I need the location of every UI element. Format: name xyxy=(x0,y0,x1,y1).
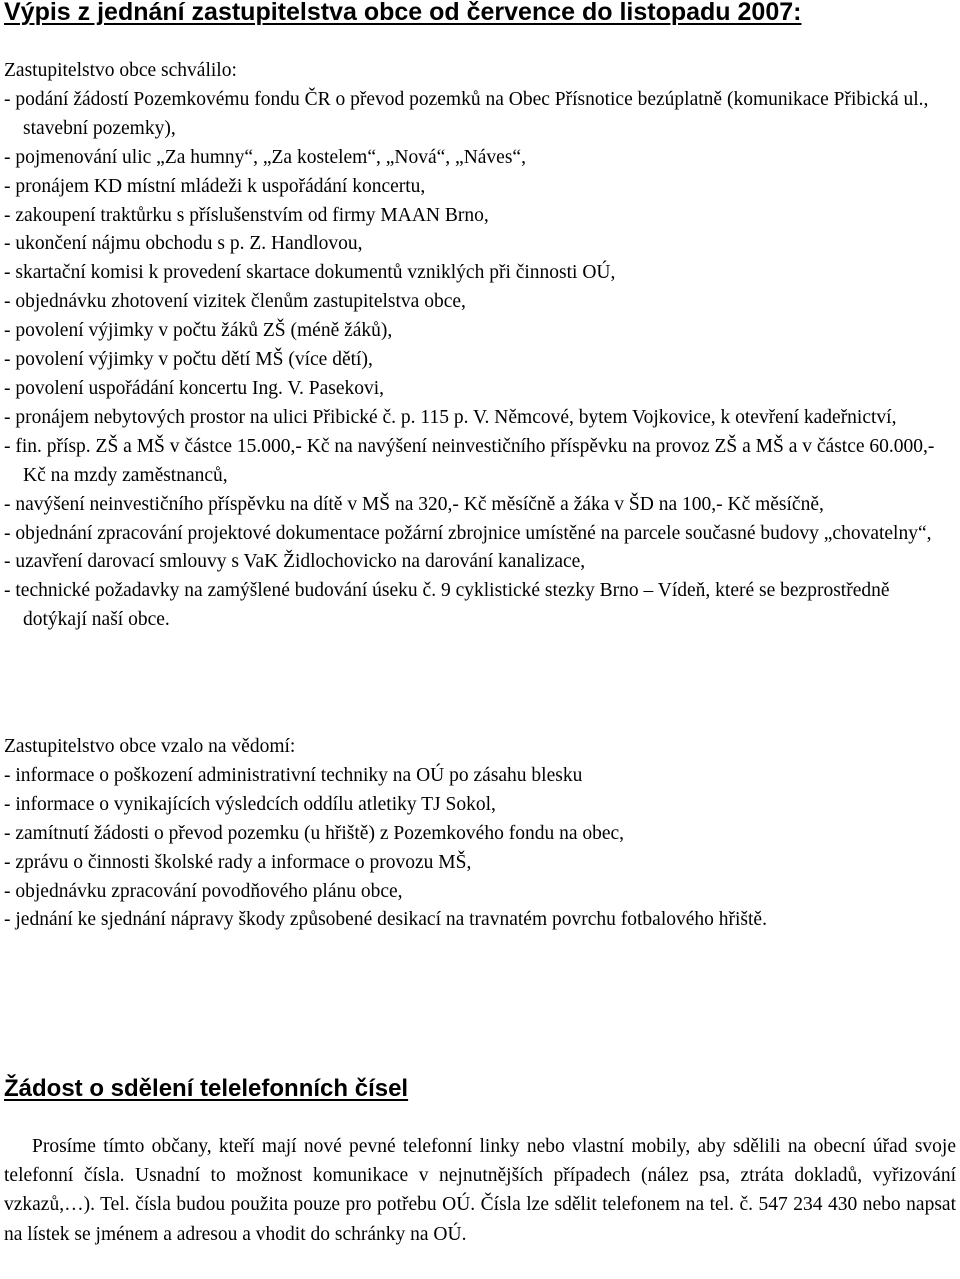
list-item: - podání žádostí Pozemkovému fondu ČR o převod pozemků na Obec Přísnotice bezúplatně (komunikace Přibická ul., stavební pozemky), xyxy=(4,88,929,139)
list-item: - skartační komisi k provedení skartace dokumentů vzniklých při činnosti OÚ, xyxy=(4,262,616,284)
list-item: - technické požadavky na zamýšlené budování úseku č. 9 cyklistické stezky Brno – Vídeň, které se bezprostředně dotýkají naší obce. xyxy=(4,580,890,631)
noted-section xyxy=(4,733,956,935)
list-item: - objednání zpracování projektové dokumentace požární zbrojnice umístěné na parcele současné budovy „chovatelny“, xyxy=(4,522,932,544)
noted-list xyxy=(4,762,956,935)
list-item: - objednávku zhotovení vizitek členům zastupitelstva obce, xyxy=(4,291,466,313)
list-item: - uzavření darovací smlouvy s VaK Židlochovicko na darování kanalizace, xyxy=(4,551,586,573)
approved-intro: Zastupitelstvo obce schválilo: xyxy=(4,60,237,81)
list-item: - zamítnutí žádosti o převod pozemku (u hřiště) z Pozemkového fondu na obec, xyxy=(4,822,625,844)
list-item: - povolení výjimky v počtu žáků ZŠ (méně žáků), xyxy=(4,320,393,342)
list-item: - ukončení nájmu obchodu s p. Z. Handlovou, xyxy=(4,233,363,255)
request-heading: Žádost o sdělení telelefonních čísel xyxy=(4,1075,409,1102)
list-item: - fin. přísp. ZŠ a MŠ v částce 15.000,- Kč na navýšení neinvestičního příspěvku na provoz ZŠ a MŠ a v částce 60.000,- Kč na mzdy zaměstnanců, xyxy=(4,435,935,486)
list-item: - informace o vynikajících výsledcích oddílu atletiky TJ Sokol, xyxy=(4,793,496,815)
list-item: - pronájem nebytových prostor na ulici Přibické č. p. 115 p. V. Němcové, bytem Vojkovice, k otevření kadeřnictví, xyxy=(4,406,897,428)
approved-section xyxy=(4,57,956,635)
list-item: - zprávu o činnosti školské rady a informace o provozu MŠ, xyxy=(4,851,472,873)
list-item: - informace o poškození administrativní techniky na OÚ po zásahu blesku xyxy=(4,764,583,786)
page-title: Výpis z jednání zastupitelstva obce od července do listopadu 2007: xyxy=(4,0,802,26)
approved-list xyxy=(4,86,956,635)
list-item: - pronájem KD místní mládeži k uspořádání koncertu, xyxy=(4,175,426,197)
list-item: - navýšení neinvestičního příspěvku na dítě v MŠ na 320,- Kč měsíčně a žáka v ŠD na 100,- Kč měsíčně, xyxy=(4,493,824,515)
list-item: - zakoupení traktůrku s příslušenstvím od firmy MAAN Brno, xyxy=(4,204,489,226)
list-item: - povolení uspořádání koncertu Ing. V. Pasekovi, xyxy=(4,377,385,399)
list-item: - povolení výjimky v počtu dětí MŠ (více dětí), xyxy=(4,349,373,371)
list-item: - pojmenování ulic „Za humny“, „Za kostelem“, „Nová“, „Náves“, xyxy=(4,146,526,168)
noted-intro: Zastupitelstvo obce vzalo na vědomí: xyxy=(4,736,296,757)
list-item: - objednávku zpracování povodňového plánu obce, xyxy=(4,880,403,902)
request-body: Prosíme tímto občany, kteří mají nové pevné telefonní linky nebo vlastní mobily, aby sdělili na obecní úřad svoje telefonní čísla. Usnadní to možnost komunikace v nejnutnějších případech (nález psa, ztráta dokladů, vyřizování vzkazů,…). Tel. čísla budou použita pouze pro potřebu OÚ. Čísla lze sdělit telefonem na tel. č. 547 234 430 nebo napsat na lístek se jménem a adresou a vhodit do schránky na OÚ. xyxy=(4,1136,956,1245)
list-item: - jednání ke sjednání nápravy škody způsobené desikací na travnatém povrchu fotbalového hřiště. xyxy=(4,909,767,931)
